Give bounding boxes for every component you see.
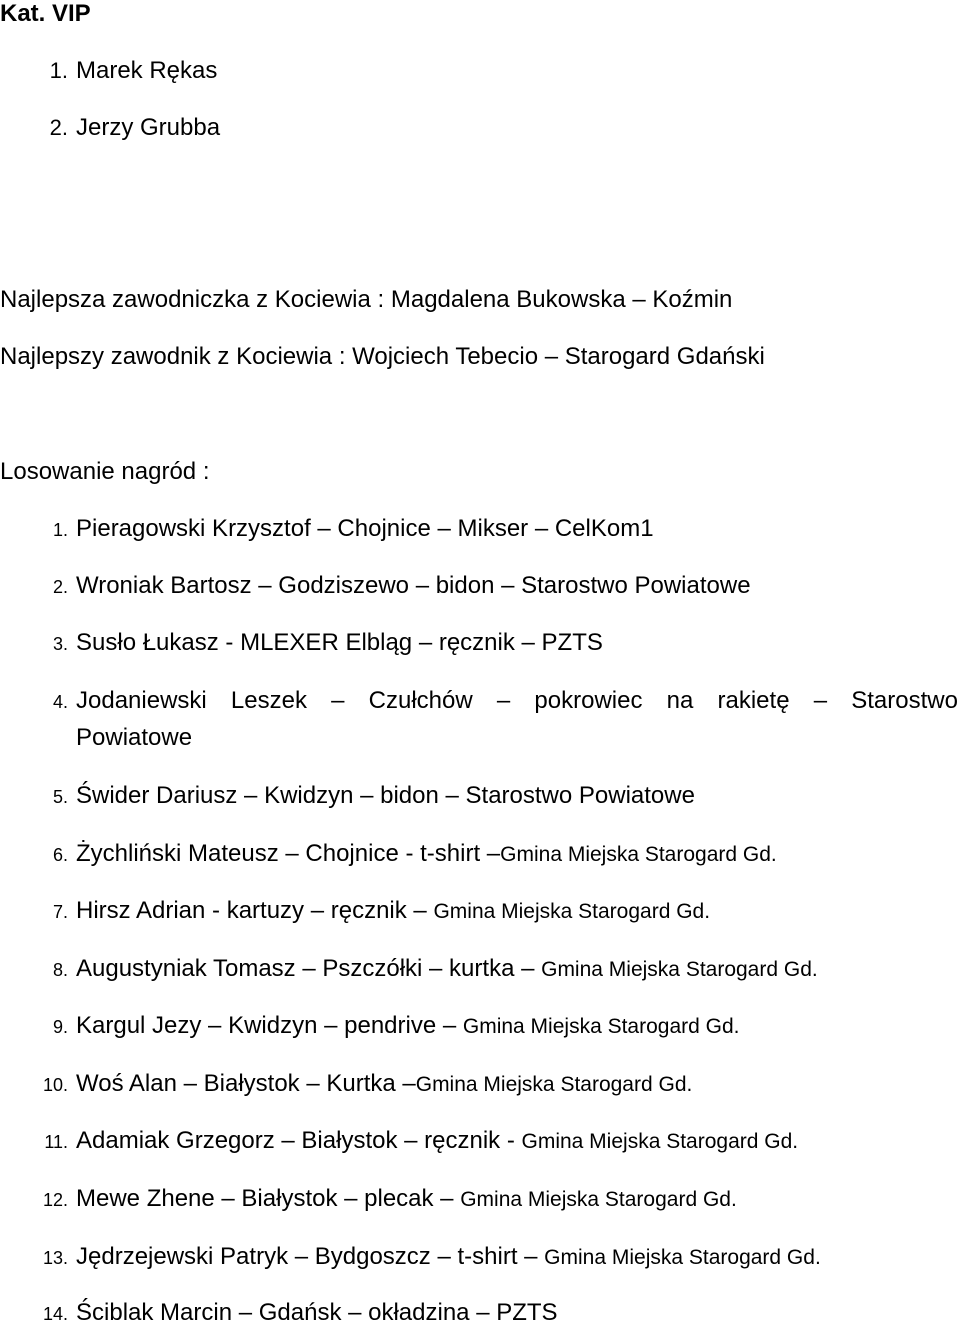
vip-item-number: 1.: [49, 58, 68, 83]
draw-item-10: [0, 1070, 692, 1099]
draw-item-number: 13.: [42, 1248, 68, 1268]
draw-item-continuation: Powiatowe: [76, 724, 193, 751]
vip-item-number: 2.: [49, 115, 68, 140]
draw-item-text: Adamiak Grzegorz – Białystok – ręcznik -: [76, 1127, 515, 1154]
draw-item-sponsor: Gmina Miejska Starogard Gd.: [460, 1188, 737, 1211]
draw-item-9: [0, 1012, 739, 1041]
draw-item-word: pokrowiec: [534, 687, 643, 714]
draw-item-text: Jędrzejewski Patryk – Bydgoszcz – t-shirt –: [76, 1243, 538, 1270]
draw-item-word: Czułchów: [368, 687, 473, 714]
best-female-label: Najlepsza zawodniczka z Kociewia :: [0, 286, 385, 313]
draw-item-text: Kargul Jezy – Kwidzyn – pendrive –: [76, 1012, 457, 1039]
draw-item-7: [0, 897, 710, 926]
draw-item-2: [0, 572, 751, 601]
draw-item-sponsor: Gmina Miejska Starogard Gd.: [500, 843, 777, 866]
draw-item-word: –: [331, 687, 345, 714]
vip-heading: Kat. VIP: [0, 0, 91, 27]
draw-item-text: Świder Dariusz – Kwidzyn – bidon – Starostwo Powiatowe: [76, 782, 695, 809]
best-female-line: [0, 286, 732, 314]
draw-item-word: Leszek: [230, 687, 307, 714]
draw-item-number: 9.: [52, 1017, 68, 1037]
draw-item-text: Pieragowski Krzysztof – Chojnice – Mikser – CelKom1: [76, 515, 654, 542]
draw-item-sponsor: Gmina Miejska Starogard Gd.: [544, 1246, 821, 1269]
draw-heading: Losowanie nagród :: [0, 458, 210, 485]
best-male-value: Wojciech Tebecio – Starogard Gdański: [352, 343, 765, 370]
draw-item-text: Wroniak Bartosz – Godziszewo – bidon – Starostwo Powiatowe: [76, 572, 751, 599]
draw-item-number: 5.: [52, 787, 68, 807]
draw-item-14: [0, 1299, 558, 1328]
draw-item-number: 11.: [44, 1132, 68, 1152]
draw-item-12: [0, 1185, 737, 1214]
draw-item-number: 3.: [52, 634, 68, 654]
vip-item-1: [0, 57, 217, 85]
draw-item-sponsor: Gmina Miejska Starogard Gd.: [433, 900, 711, 923]
draw-item-1: [0, 515, 654, 544]
draw-item-8: [0, 955, 818, 984]
best-male-line: [0, 343, 765, 371]
draw-item-number: 1.: [52, 520, 68, 540]
draw-item-5: [0, 782, 695, 811]
draw-item-word: Jodaniewski: [76, 687, 207, 714]
vip-item-2: [0, 114, 220, 142]
draw-item-number: 12.: [42, 1190, 68, 1210]
draw-item-word: na: [666, 687, 694, 714]
draw-item-text: Ściblak Marcin – Gdańsk – okładzina – PZTS: [76, 1299, 558, 1326]
draw-item-word: –: [496, 687, 511, 714]
vip-item-text: Marek Rękas: [76, 57, 218, 84]
draw-item-text-justified: [76, 687, 958, 715]
draw-item-number: 4.: [52, 692, 68, 712]
draw-item-number: 8.: [52, 960, 68, 980]
draw-item-text: Augustyniak Tomasz – Pszczółki – kurtka –: [76, 955, 535, 982]
vip-item-text: Jerzy Grubba: [76, 114, 221, 141]
draw-item-6: [0, 840, 777, 869]
draw-item-3: [0, 629, 603, 658]
draw-item-word: –: [813, 687, 828, 714]
draw-item-11: [0, 1127, 798, 1156]
best-male-label: Najlepszy zawodnik z Kociewia :: [0, 343, 346, 370]
draw-item-word: Starostwo: [851, 687, 958, 714]
draw-item-text: Żychliński Mateusz – Chojnice - t-shirt –: [76, 840, 501, 867]
draw-item-text: Susło Łukasz - MLEXER Elbląg – ręcznik – PZTS: [76, 629, 603, 656]
draw-item-text: Hirsz Adrian - kartuzy – ręcznik –: [76, 897, 427, 924]
draw-item-number: 6.: [52, 845, 68, 865]
draw-item-number: 14.: [42, 1304, 68, 1324]
best-female-value: Magdalena Bukowska – Koźmin: [390, 286, 733, 313]
draw-item-4: [0, 687, 960, 751]
draw-item-number: 2.: [52, 577, 68, 597]
draw-item-sponsor: Gmina Miejska Starogard Gd.: [415, 1073, 693, 1096]
draw-item-sponsor: Gmina Miejska Starogard Gd.: [521, 1130, 799, 1153]
draw-item-number: 10.: [42, 1075, 68, 1095]
draw-item-text: Woś Alan – Białystok – Kurtka –: [76, 1070, 416, 1097]
draw-item-number: 7.: [52, 902, 68, 922]
draw-item-word: rakietę: [717, 687, 790, 714]
draw-item-text: Mewe Zhene – Białystok – plecak –: [76, 1185, 454, 1212]
draw-item-sponsor: Gmina Miejska Starogard Gd.: [462, 1015, 740, 1038]
draw-item-sponsor: Gmina Miejska Starogard Gd.: [541, 958, 818, 981]
draw-item-13: [0, 1243, 821, 1272]
